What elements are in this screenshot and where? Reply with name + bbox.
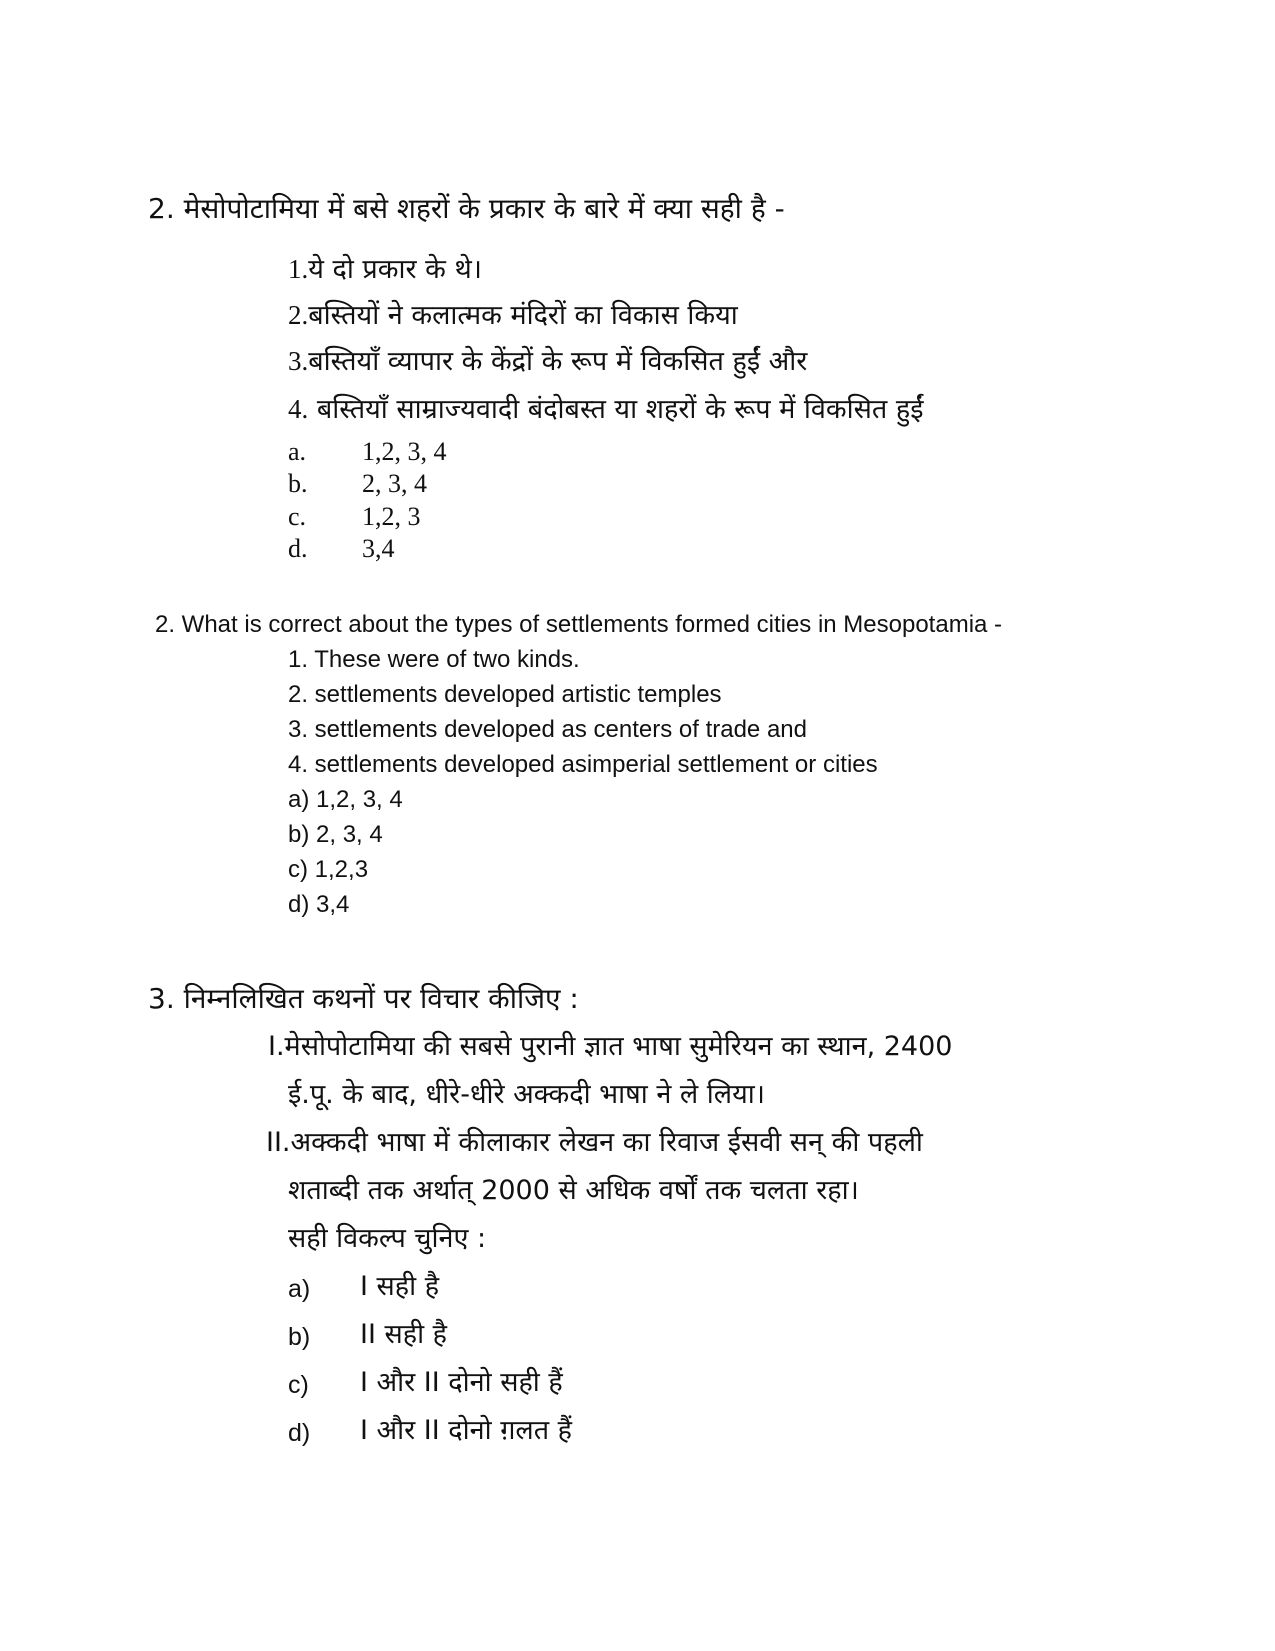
q3-statement-2-line-2: शताब्दी तक अर्थात् 2000 से अधिक वर्षों तक चलता रहा। [288, 1175, 859, 1206]
q2-english-option-d: d) 3,4 [288, 891, 350, 918]
q3-option-d-letter: d) [288, 1419, 311, 1447]
statement-text: बस्तियाँ व्यापार के केंद्रों के रूप में विकसित हुईं और [308, 346, 808, 377]
q2-english-option-b: b) 2, 3, 4 [288, 821, 383, 848]
statement-number: 2. [288, 300, 309, 330]
q2-english-statement-2: 2. settlements developed artistic temples [288, 681, 722, 708]
q2-hindi-option-a-value: 1,2, 3, 4 [362, 437, 447, 466]
q3-option-c-value: I और II दोनो सही हैं [360, 1367, 563, 1398]
q3-option-c-letter: c) [288, 1371, 309, 1399]
q2-hindi-statement-2 [288, 298, 738, 333]
q2-hindi-option-b-value: 2, 3, 4 [362, 469, 427, 498]
q3-option-a-letter: a) [288, 1275, 311, 1303]
q3-instruction: सही विकल्प चुनिए : [288, 1223, 487, 1254]
q2-hindi-option-d-letter: d. [288, 534, 308, 563]
q3-option-b-value: II सही है [360, 1319, 448, 1350]
q2-hindi-option-c-letter: c. [288, 502, 307, 531]
q2-hindi-option-a-letter: a. [288, 437, 307, 466]
q2-english-statement-4: 4. settlements developed asimperial settlement or cities [288, 751, 878, 778]
q3-statement-2-line-1: II.अक्कदी भाषा में कीलाकार लेखन का रिवाज ईसवी सन् की पहली [266, 1127, 923, 1158]
q3-statement-1-line-1: I.मेसोपोटामिया की सबसे पुरानी ज्ञात भाषा सुमेरियन का स्थान, 2400 [268, 1031, 953, 1062]
q2-hindi-statement-3 [288, 344, 807, 379]
q3-option-b-letter: b) [288, 1323, 311, 1351]
q2-english-statement-3: 3. settlements developed as centers of trade and [288, 716, 807, 743]
statement-text: ये दो प्रकार के थे। [308, 254, 482, 285]
q2-hindi-question: 2. मेसोपोटामिया में बसे शहरों के प्रकार के बारे में क्या सही है - [148, 192, 785, 225]
q2-hindi-option-d-value: 3,4 [362, 534, 395, 563]
q3-statement-1-line-2: ई.पू. के बाद, धीरे-धीरे अक्कदी भाषा ने ले लिया। [288, 1079, 765, 1110]
q2-english-option-c: c) 1,2,3 [288, 856, 369, 883]
statement-number: 4. [288, 394, 309, 424]
q2-hindi-option-b-letter: b. [288, 469, 308, 498]
q3-hindi-question: 3. निम्नलिखित कथनों पर विचार कीजिए : [148, 982, 579, 1015]
statement-text: बस्तियों ने कलात्मक मंदिरों का विकास किया [308, 300, 738, 331]
q2-english-question: 2. What is correct about the types of settlements formed cities in Mesopotamia - [155, 611, 1003, 638]
statement-text: बस्तियाँ साम्राज्यवादी बंदोबस्त या शहरों के रूप में विकसित हुईं [316, 394, 924, 425]
q2-hindi-statement-4 [288, 392, 923, 427]
q2-hindi-option-c-value: 1,2, 3 [362, 502, 421, 531]
q2-english-statement-1: 1. These were of two kinds. [288, 646, 580, 673]
q3-option-a-value: I सही है [360, 1271, 440, 1302]
statement-number: 3. [288, 346, 309, 376]
q2-english-option-a: a) 1,2, 3, 4 [288, 786, 403, 813]
q3-option-d-value: I और II दोनो ग़लत हैं [360, 1415, 573, 1446]
q2-hindi-statement-1 [288, 252, 482, 287]
statement-number: 1. [288, 254, 309, 284]
